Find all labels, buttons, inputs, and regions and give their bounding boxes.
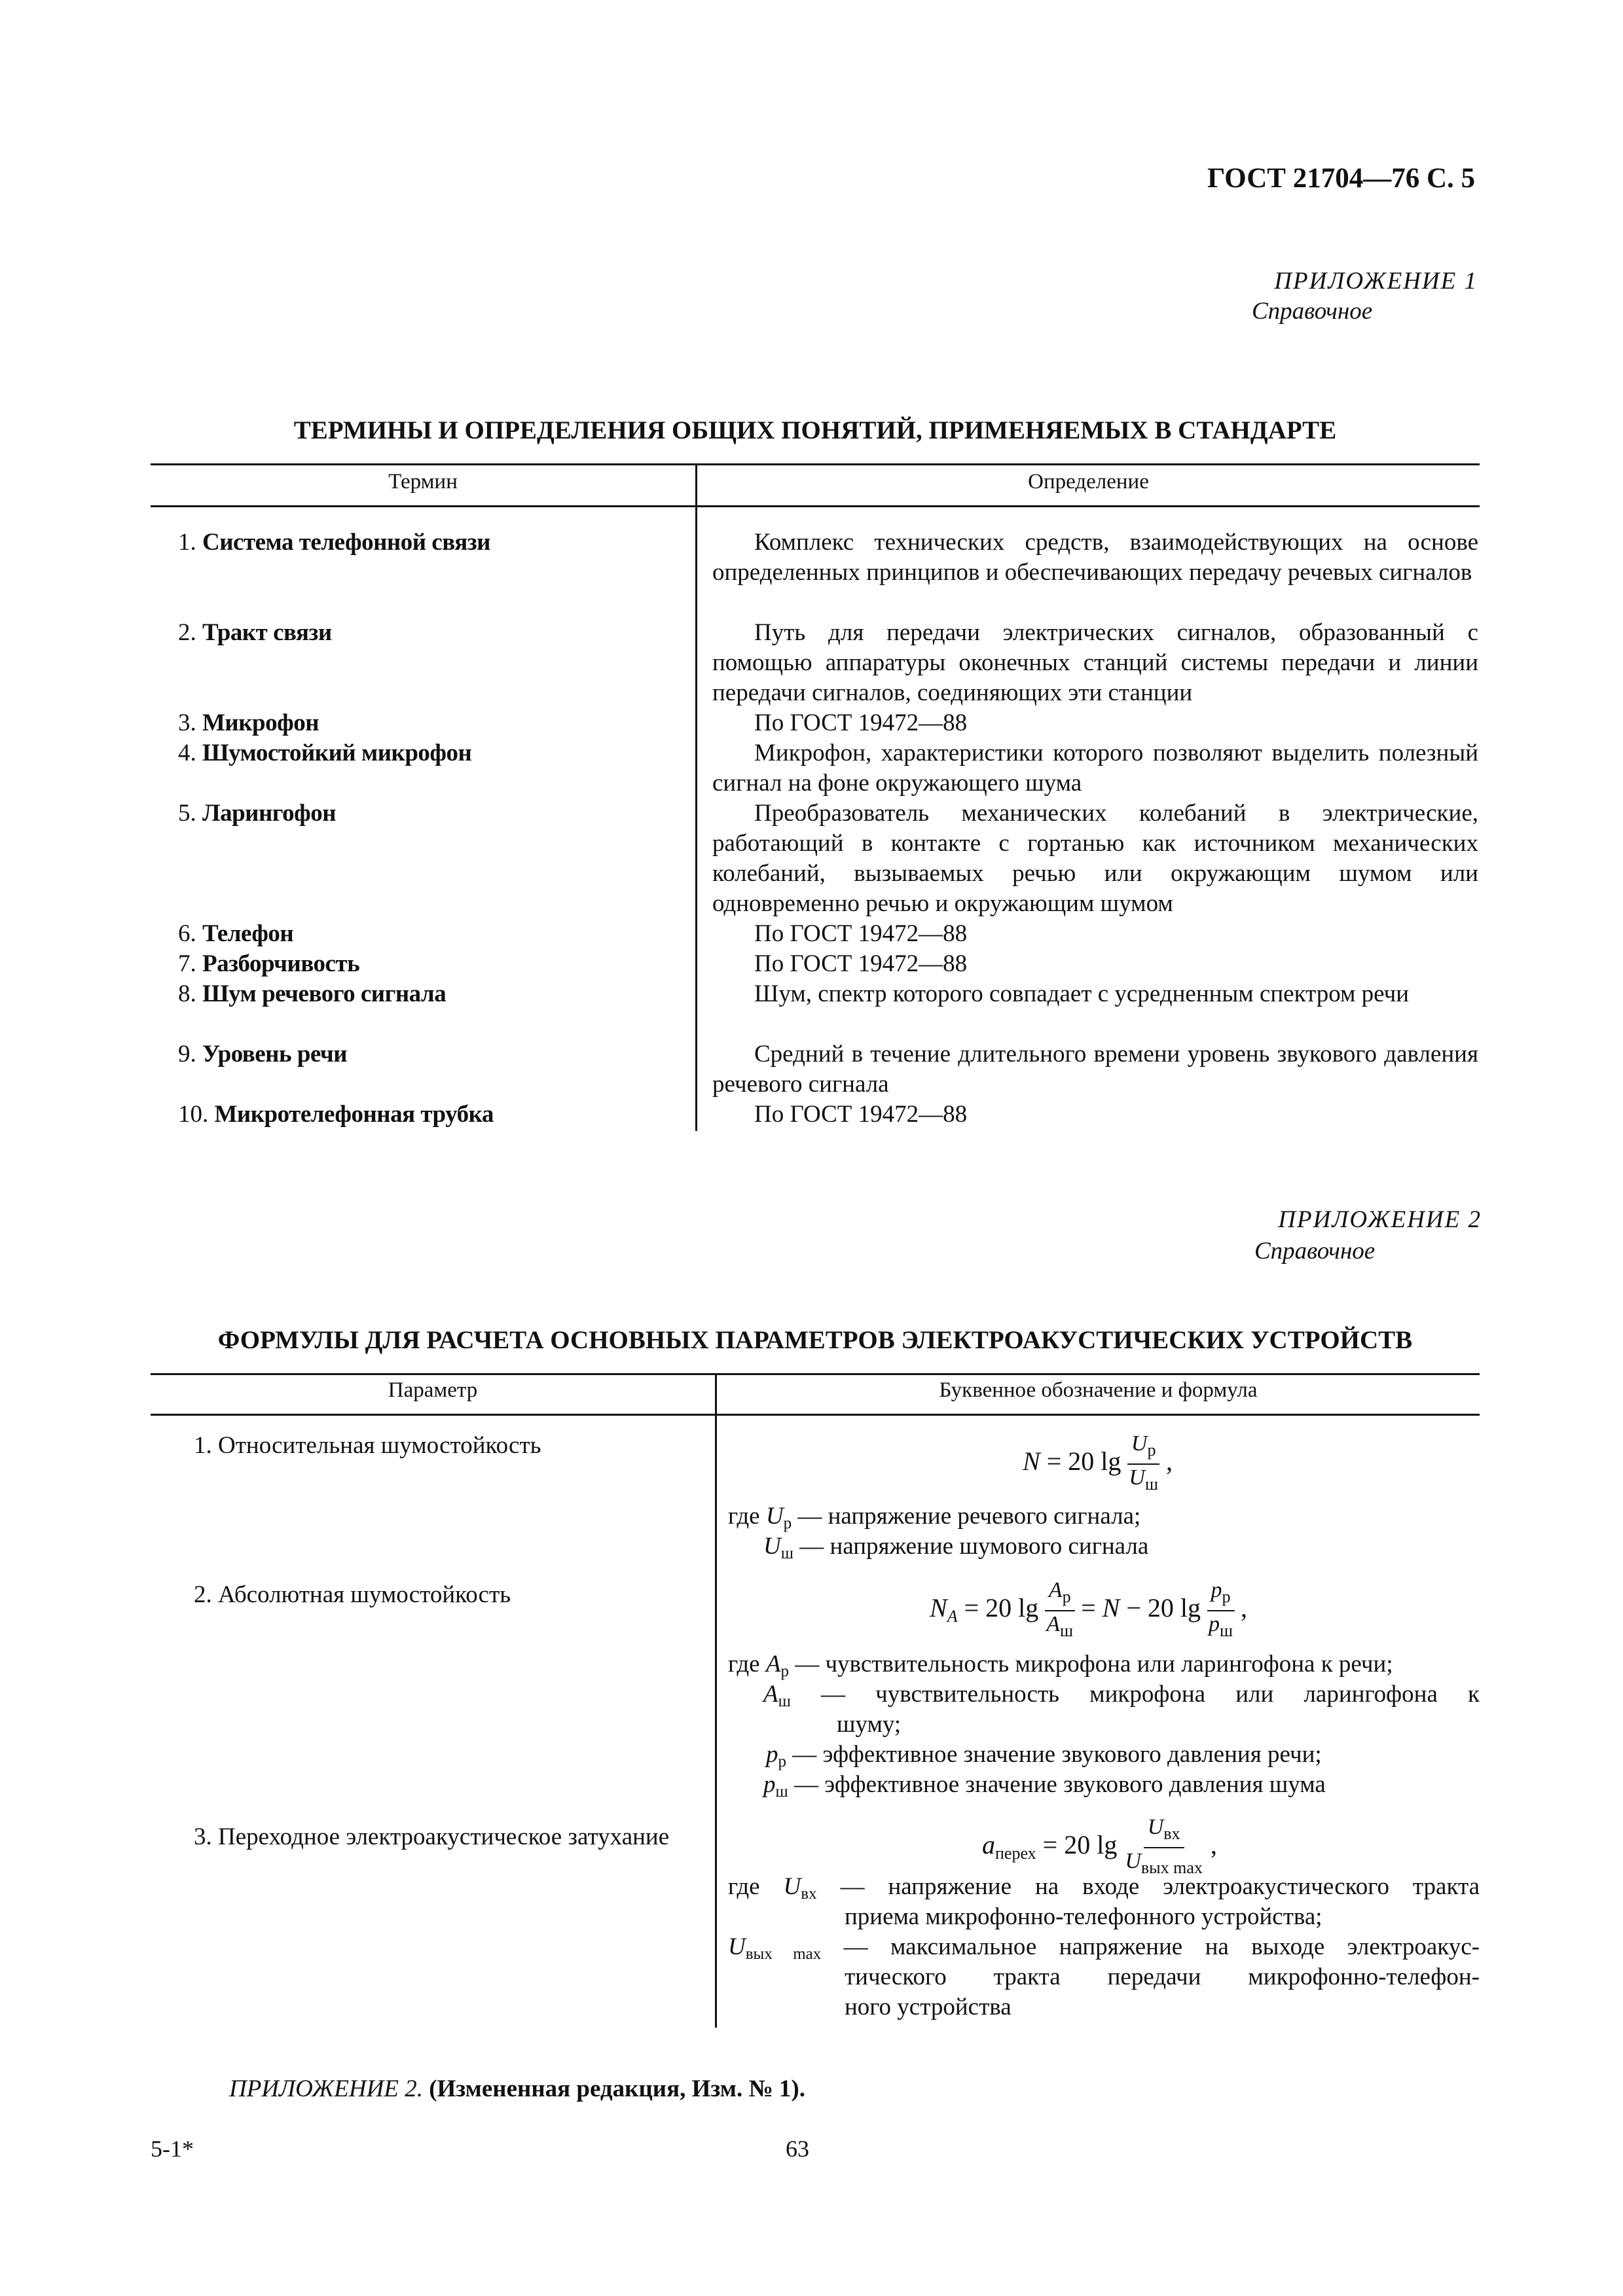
term-6: 6. Телефон bbox=[178, 920, 294, 947]
document-code: ГОСТ 21704—76 С. 5 bbox=[1207, 163, 1475, 194]
formula-2: $N_A = 20$ lg $\frac{A_р}{A_ш}$ = N − 20 lg $\frac{p_р}{p_ш}$ , bbox=[930, 1578, 1248, 1640]
table-2-top-border bbox=[151, 1373, 1480, 1375]
definition-4: Микрофон, характеристики которого позволяют выделить полезный сигнал на фоне окружающего шума bbox=[712, 740, 1478, 797]
table-2-header-formula: Буквенное обозначение и формула bbox=[939, 1378, 1258, 1402]
table-1-column-divider bbox=[695, 463, 697, 1131]
term-5: 5. Ларингофон bbox=[178, 800, 337, 827]
definition-5: Преобразователь механических колебаний в электрические, работающий в контакте с гортанью как источником механических колебаний, вызываемых речью или окружающим шумом или одновременно речью и окружающим шумом bbox=[712, 800, 1478, 917]
term-1: 1. Система телефонной связи bbox=[178, 529, 490, 556]
term-7: 7. Разборчивость bbox=[178, 950, 360, 977]
term-8: 8. Шум речевого сигнала bbox=[178, 980, 447, 1007]
footer-sheet-mark: 5-1* bbox=[151, 2136, 194, 2162]
term-4: 4. Шумостойкий микрофон bbox=[178, 740, 472, 766]
formula-3: $a_{перех} = 20$ lg $\frac{U_{вх}}{U_{вых max}}$ , bbox=[982, 1815, 1217, 1877]
parameter-3-name: 3. Переходное электроакустическое затухание bbox=[194, 1823, 670, 1850]
page-number: 63 bbox=[786, 2136, 809, 2162]
table-1-header-border bbox=[151, 505, 1480, 507]
appendix-2-label: ПРИЛОЖЕНИЕ 2 bbox=[1278, 1206, 1482, 1233]
term-2: 2. Тракт связи bbox=[178, 619, 332, 646]
parameter-1-name: 1. Относительная шумостойкость bbox=[194, 1432, 541, 1459]
appendix-1-title: ТЕРМИНЫ И ОПРЕДЕЛЕНИЯ ОБЩИХ ПОНЯТИЙ, ПРИМЕНЯЕМЫХ В СТАНДАРТЕ bbox=[293, 416, 1337, 444]
appendix-2-title: ФОРМУЛЫ ДЛЯ РАСЧЕТА ОСНОВНЫХ ПАРАМЕТРОВ ЭЛЕКТРОАКУСТИЧЕСКИХ УСТРОЙСТВ bbox=[217, 1326, 1413, 1354]
term-10: 10. Микротелефонная трубка bbox=[178, 1101, 494, 1128]
term-3: 3. Микрофон bbox=[178, 709, 319, 736]
amendment-note: ПРИЛОЖЕНИЕ 2. (Измененная редакция, Изм. № 1). bbox=[229, 2075, 805, 2102]
table-1-top-border bbox=[151, 463, 1480, 465]
definition-1: Комплекс технических средств, взаимодействующих на основе определенных принципов и обеспечивающих передачу речевых сигналов bbox=[712, 529, 1478, 586]
table-1-header-term: Термин bbox=[388, 470, 458, 493]
definition-8: Шум, спектр которого совпадает с усредненным спектром речи bbox=[754, 980, 1410, 1007]
definition-7: По ГОСТ 19472—88 bbox=[754, 950, 968, 977]
formula-1: N = 20 lg $\frac{U_р}{U_ш}$ , bbox=[1023, 1431, 1173, 1494]
table-2-column-divider bbox=[715, 1373, 717, 2028]
term-9: 9. Уровень речи bbox=[178, 1041, 348, 1067]
appendix-1-label: ПРИЛОЖЕНИЕ 1 bbox=[1274, 268, 1478, 295]
parameter-2-name: 2. Абсолютная шумостойкость bbox=[194, 1581, 511, 1608]
appendix-2-kind: Справочное bbox=[1254, 1238, 1376, 1265]
table-2-header-border bbox=[151, 1414, 1480, 1416]
definition-9: Средний в течение длительного времени уровень звукового давления речевого сигнала bbox=[712, 1041, 1478, 1098]
table-1-header-definition: Определение bbox=[1028, 470, 1149, 493]
definition-6: По ГОСТ 19472—88 bbox=[754, 920, 968, 947]
definition-10: По ГОСТ 19472—88 bbox=[754, 1101, 968, 1128]
appendix-1-kind: Справочное bbox=[1252, 298, 1373, 325]
table-2-header-parameter: Параметр bbox=[388, 1378, 478, 1402]
definition-3: По ГОСТ 19472—88 bbox=[754, 709, 968, 736]
definition-2: Путь для передачи электрических сигналов, образованный с помощью аппаратуры оконечных станций системы передачи и линии передачи сигналов, соединяющих эти станции bbox=[712, 619, 1478, 706]
